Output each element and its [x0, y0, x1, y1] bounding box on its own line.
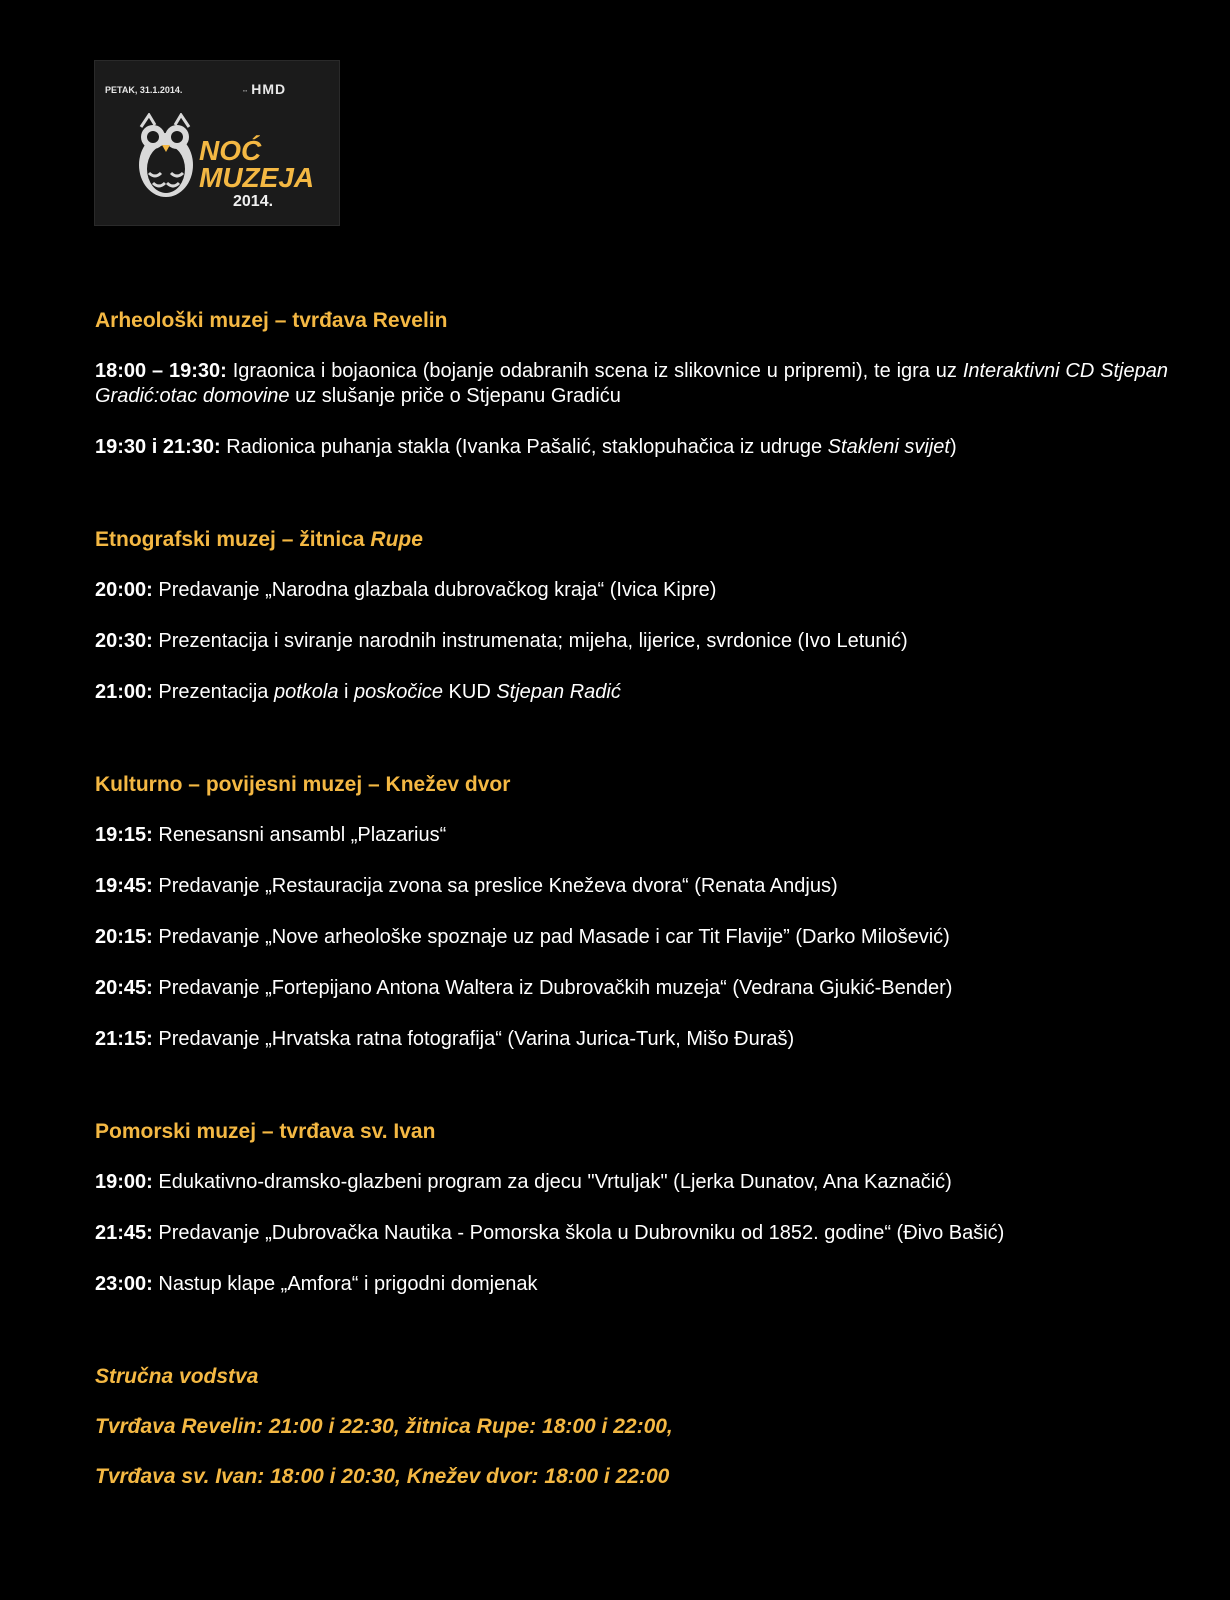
- entry-text-italic: Stakleni svijet: [827, 436, 950, 458]
- guides-line: Tvrđava Revelin: 21:00 i 22:30, žitnica Rupe: 18:00 i 22:00,: [95, 1415, 673, 1438]
- program-entry: [95, 1027, 1168, 1052]
- logo-date: PETAK, 31.1.2014.: [105, 85, 183, 95]
- guides-line: Tvrđava sv. Ivan: 18:00 i 20:30, Knežev dvor: 18:00 i 22:00: [95, 1465, 670, 1488]
- entry-text-italic: Stjepan Radić: [496, 681, 621, 703]
- guides-title: Stručna vodstva: [95, 1365, 259, 1388]
- entry-text: KUD: [442, 681, 497, 703]
- entry-text: Radionica puhanja stakla (Ivanka Pašalić, staklopuhačica iz udruge: [220, 436, 828, 458]
- program-entry: [95, 629, 1168, 654]
- entry-text: Predavanje „Dubrovačka Nautika - Pomorska škola u Dubrovniku od 1852. godine“ (Đivo Bašić): [152, 1222, 1005, 1244]
- logo-muzeja: MUZEJA: [199, 162, 315, 193]
- hmd-logo: ▪▪▪ HMD: [243, 81, 287, 97]
- entry-time: 19:15:: [95, 824, 153, 846]
- entry-time: 19:30 i 21:30:: [95, 436, 221, 458]
- entry-text: Renesansni ansambl „Plazarius“: [152, 824, 447, 846]
- section-title-text: Etnografski muzej – žitnica: [95, 528, 371, 551]
- entry-time: 19:45:: [95, 875, 153, 897]
- program-entry: [95, 925, 1168, 950]
- owl-icon: [131, 113, 201, 203]
- entry-time: 19:00:: [95, 1171, 153, 1193]
- program-entry: [95, 976, 1168, 1001]
- entry-text: Nastup klape „Amfora“ i prigodni domjenak: [152, 1273, 538, 1295]
- entry-text: Prezentacija i sviranje narodnih instrumenata; mijeha, lijerice, svrdonice (Ivo Letunić): [152, 630, 908, 652]
- entry-text-italic: potkola: [273, 681, 339, 703]
- program-entry: [95, 680, 1168, 705]
- section-strucna-vodstva: [95, 1365, 1168, 1489]
- program-entry: [95, 823, 1168, 848]
- entry-text: Igraonica i bojaonica (bojanje odabranih scena iz slikovnice u pripremi), te igra uz: [226, 360, 963, 382]
- program-entry: [95, 1221, 1168, 1246]
- logo-noc: NOĆ: [199, 135, 262, 166]
- hmd-logo-text: HMD: [251, 81, 287, 97]
- program-content: [95, 309, 1168, 1515]
- entry-text: Predavanje „Hrvatska ratna fotografija“ (Varina Jurica-Turk, Mišo Đuraš): [152, 1028, 795, 1050]
- entry-text-italic: poskočice: [354, 681, 443, 703]
- entry-time: 20:30:: [95, 630, 153, 652]
- program-entry: [95, 359, 1168, 409]
- section-title: [95, 528, 1168, 552]
- program-entry: [95, 1272, 1168, 1297]
- section-title: Kulturno – povijesni muzej – Knežev dvor: [95, 773, 511, 796]
- entry-text: Predavanje „Narodna glazbala dubrovačkog kraja“ (Ivica Kipre): [152, 579, 717, 601]
- entry-time: 21:00:: [95, 681, 153, 703]
- entry-text: Edukativno-dramsko-glazbeni program za djecu "Vrtuljak" (Ljerka Dunatov, Ana Kaznačić): [152, 1171, 952, 1193]
- section-kulturno-povijesni-muzej: [95, 773, 1168, 1052]
- entry-text: Predavanje „Nove arheološke spoznaje uz pad Masade i car Tit Flavije” (Darko Milošević): [152, 926, 950, 948]
- section-title: Arheološki muzej – tvrđava Revelin: [95, 309, 448, 332]
- entry-text: i: [338, 681, 355, 703]
- entry-text: Prezentacija: [152, 681, 274, 703]
- entry-time: 20:45:: [95, 977, 153, 999]
- entry-text: Predavanje „Fortepijano Antona Waltera iz Dubrovačkih muzeja“ (Vedrana Gjukić-Bender): [152, 977, 953, 999]
- section-arheoloski-muzej: [95, 309, 1168, 460]
- section-etnografski-muzej: [95, 528, 1168, 705]
- program-entry: [95, 435, 1168, 460]
- entry-time: 21:45:: [95, 1222, 153, 1244]
- program-entry: [95, 1170, 1168, 1195]
- entry-time: 18:00 – 19:30:: [95, 360, 227, 382]
- entry-time: 20:15:: [95, 926, 153, 948]
- entry-text: Predavanje „Restauracija zvona sa preslice Kneževa dvora“ (Renata Andjus): [152, 875, 838, 897]
- section-title-italic: Rupe: [370, 528, 423, 551]
- entry-time: 23:00:: [95, 1273, 153, 1295]
- entry-text-italic: Interaktivni CD Stjepan Gradić:otac domovine: [95, 360, 1168, 407]
- logo-year: 2014.: [233, 193, 274, 210]
- entry-time: 21:15:: [95, 1028, 153, 1050]
- program-entry: [95, 578, 1168, 603]
- entry-time: 20:00:: [95, 579, 153, 601]
- entry-text: ): [949, 436, 957, 458]
- section-pomorski-muzej: [95, 1120, 1168, 1297]
- event-logo: [94, 60, 340, 226]
- entry-text: uz slušanje priče o Stjepanu Gradiću: [289, 385, 621, 407]
- section-title: Pomorski muzej – tvrđava sv. Ivan: [95, 1120, 436, 1143]
- program-entry: [95, 874, 1168, 899]
